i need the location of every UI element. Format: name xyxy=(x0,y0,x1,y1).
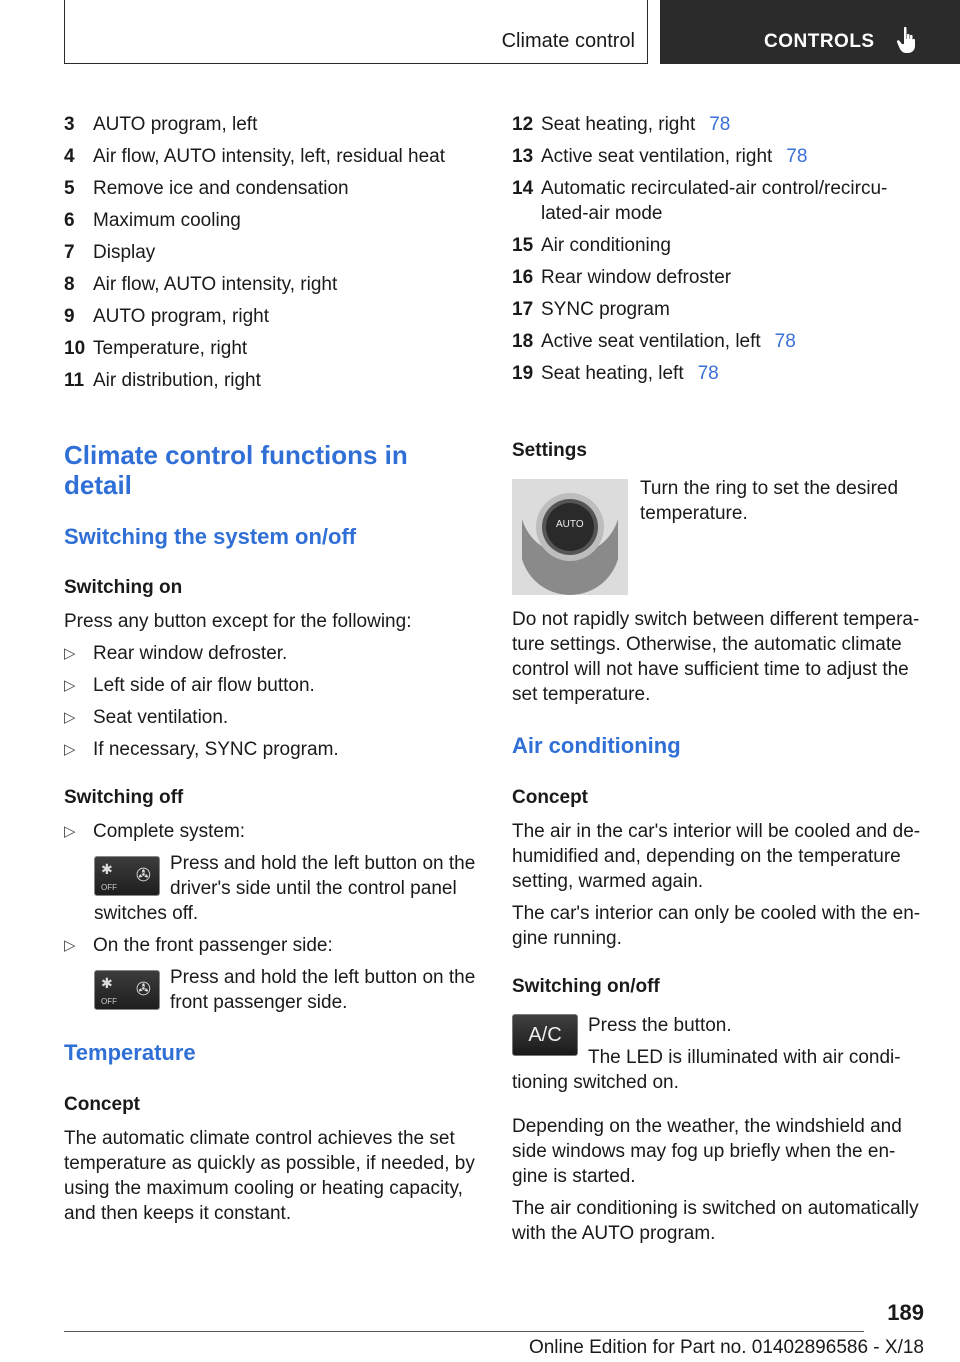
page-reference[interactable]: 78 xyxy=(786,146,808,167)
legend-list-right xyxy=(512,112,932,386)
switching-off-detail-1: Press and hold the left button on the driver's side until the control panel xyxy=(170,853,476,899)
fan-icon: ✇ xyxy=(135,865,151,885)
settings-paragraph: Do not rapidly switch between different tempera- ture settings. Otherwise, the automatic climate control will not have sufficient time to adjust the set temperature. xyxy=(512,609,920,705)
switching-off-bullet-2: ▷ On the front passenger side: xyxy=(64,935,333,956)
ac-button-image: A/C xyxy=(512,1014,578,1056)
fan-icon: ✱ xyxy=(101,975,113,991)
footer-divider xyxy=(64,1331,864,1332)
page-reference[interactable]: 78 xyxy=(774,331,796,352)
section-heading: Climate control functions in detail xyxy=(64,440,408,500)
switching-off-heading: Switching off xyxy=(64,787,184,808)
switching-on-text: Press any button except for the following: xyxy=(64,611,412,632)
settings-ring-text: Turn the ring to set the desired temperature. xyxy=(640,478,899,524)
footer-edition: Online Edition for Part no. 01402896586 - X/18 xyxy=(528,1337,924,1358)
ac-press-text: Press the button. xyxy=(588,1015,732,1036)
list-item: 14 Automatic recirculated-air control/recircu- lated-air mode xyxy=(512,178,888,224)
settings-heading: Settings xyxy=(512,440,587,461)
triangle-bullet-icon: ▷ xyxy=(64,937,76,954)
ac-concept-text-2: The car's interior can only be cooled with the en- gine running. xyxy=(512,903,921,949)
switching-on-bullets xyxy=(64,641,484,762)
air-flow-button-image: ✱ ✇ OFF xyxy=(94,856,160,896)
list-item: 12 Seat heating, right 78 xyxy=(512,114,731,135)
list-item: 13 Active seat ventilation, right 78 xyxy=(512,146,808,167)
list-item: ▷ If necessary, SYNC program. xyxy=(64,739,339,760)
subsection-heading: Switching the system on/off xyxy=(64,524,357,549)
list-item: 16 Rear window defroster xyxy=(512,267,732,288)
header-title-box xyxy=(64,0,648,64)
air-flow-button-image: ✱ ✇ OFF xyxy=(94,970,160,1010)
switching-off-detail-1b: switches off. xyxy=(94,903,199,924)
switching-on-heading: Switching on xyxy=(64,577,183,598)
page-reference[interactable]: 78 xyxy=(709,114,731,135)
left-column xyxy=(64,112,484,400)
list-item: 17 SYNC program xyxy=(512,299,670,320)
fan-icon: ✇ xyxy=(135,979,151,999)
triangle-bullet-icon: ▷ xyxy=(64,823,76,840)
air-conditioning-heading: Air conditioning xyxy=(512,733,681,758)
ac-led-text-2: tioning switched on. xyxy=(512,1072,679,1093)
list-item: 11 Air distribution, right xyxy=(64,370,261,391)
fan-icon: ✱ xyxy=(101,861,113,877)
ac-switch-heading: Switching on/off xyxy=(512,976,660,997)
list-item: 9 AUTO program, right xyxy=(64,306,269,327)
right-column xyxy=(512,112,932,393)
functions-section xyxy=(64,440,484,500)
legend-list-left xyxy=(64,112,484,393)
switching-off-detail-2: Press and hold the left button on the front passenger side. xyxy=(170,967,476,1013)
triangle-bullet-icon: ▷ xyxy=(64,741,76,758)
ac-led-text: The LED is illuminated with air condi- xyxy=(588,1047,901,1068)
temperature-ring-image xyxy=(512,479,628,595)
list-item: 8 Air flow, AUTO intensity, right xyxy=(64,274,338,295)
list-item: ▷ Seat ventilation. xyxy=(64,707,229,728)
list-item: ▷ Rear window defroster. xyxy=(64,643,288,664)
pointing-hand-icon xyxy=(896,26,918,59)
page-reference[interactable]: 78 xyxy=(697,363,719,384)
ac-auto-text: The air conditioning is switched on automatically with the AUTO program. xyxy=(512,1198,919,1244)
ac-concept-heading: Concept xyxy=(512,787,588,808)
header-section: CONTROLS xyxy=(764,31,875,52)
page-number: 189 xyxy=(887,1300,924,1325)
header-title: Climate control xyxy=(501,30,635,52)
triangle-bullet-icon: ▷ xyxy=(64,709,76,726)
switching-off-bullet-1: ▷ Complete system: xyxy=(64,821,246,842)
ac-weather-text: Depending on the weather, the windshield and side windows may fog up briefly when the en- gine is started. xyxy=(512,1116,902,1187)
list-item: ▷ Left side of air flow button. xyxy=(64,675,315,696)
temperature-heading: Temperature xyxy=(64,1040,196,1065)
list-item: 6 Maximum cooling xyxy=(64,210,241,231)
ac-concept-text: The air in the car's interior will be cooled and de- humidified and, depending on the temperature setting, warmed again. xyxy=(512,821,921,892)
list-item: 7 Display xyxy=(64,242,156,263)
list-item: 3 AUTO program, left xyxy=(64,114,258,135)
triangle-bullet-icon: ▷ xyxy=(64,645,76,662)
temperature-concept-heading: Concept xyxy=(64,1094,140,1115)
auto-label: AUTO xyxy=(556,519,584,530)
list-item: 15 Air conditioning xyxy=(512,235,671,256)
list-item: 10 Temperature, right xyxy=(64,338,248,359)
list-item: 19 Seat heating, left 78 xyxy=(512,363,719,384)
list-item: 18 Active seat ventilation, left 78 xyxy=(512,331,796,352)
temperature-concept-text: The automatic climate control achieves the set temperature as quickly as possible, if needed, by using the maximum cooling or heating capacity, and then keeps it constant. xyxy=(64,1128,475,1224)
header-section-box xyxy=(660,0,960,64)
list-item: 5 Remove ice and condensation xyxy=(64,178,349,199)
list-item: 4 Air flow, AUTO intensity, left, residual heat xyxy=(64,146,446,167)
triangle-bullet-icon: ▷ xyxy=(64,677,76,694)
